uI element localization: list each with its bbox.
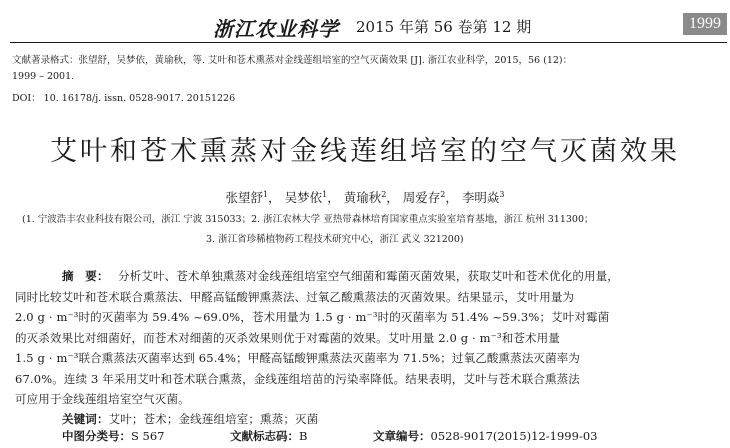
- abstract-line: 1.5 g · m⁻³联合熏蒸法灭菌率达到 65.4%；甲醛高锰酸钾熏蒸法灭菌率为 71.5%；过氧乙酸熏蒸法灭菌率为: [15, 351, 581, 365]
- article-no-row: [373, 428, 597, 444]
- abstract-line: 的灭杀效果比对细菌好，而苍术对细菌的灭杀效果则优于对霉菌的效果。艾叶用量 2.0 g · m⁻³和苍术用量: [15, 331, 560, 345]
- author-name: 李明焱: [461, 190, 500, 205]
- keywords-value: 艾叶；苍术；金线莲组培室；熏蒸；灭菌: [108, 412, 319, 426]
- abstract-line: 67.0%。连续 3 年采用艾叶和苍术联合熏蒸，金线莲组培苗的污染率降低。结果表明，艾叶与苍术联合熏蒸法: [15, 372, 580, 386]
- page-number-badge: 1999: [683, 13, 727, 35]
- journal-logo: 浙江农业科学: [213, 17, 339, 41]
- author-name: 张望舒: [225, 190, 264, 205]
- abstract-line: 2.0 g · m⁻³时的灭菌率为 59.4% ~69.0%，苍术用量为 1.5 g · m⁻³时的灭菌率为 51.4% ~59.3%；艾叶对霉菌: [15, 310, 610, 324]
- issue-line: 2015 年第 56 卷第 12 期: [356, 18, 532, 36]
- author-affiliation-mark: 2: [440, 189, 446, 199]
- citation-line-1: 文献著录格式：张望舒，吴梦依，黄瑜秋，等. 艾叶和苍术熏蒸对金线莲组培室的空气灭菌效果 [J]. 浙江农业科学，2015，56 (12)：: [12, 55, 573, 66]
- affiliation-line-2: 3. 浙江省珍稀植物药工程技术研究中心，浙江 武义 321200): [206, 234, 464, 245]
- author-affiliation-mark: 1: [263, 189, 269, 199]
- abstract-line: 同时比较艾叶和苍术联合熏蒸法、甲醛高锰酸钾熏蒸法、过氧乙酸熏蒸法的灭菌效果。结果显示，艾叶用量为: [15, 290, 575, 304]
- keywords-row: [62, 411, 318, 427]
- abstract-label-text: 摘 要：: [62, 269, 109, 283]
- article-title: 艾叶和苍术熏蒸对金线莲组培室的空气灭菌效果: [50, 136, 680, 167]
- clc-value: S 567: [131, 429, 165, 443]
- keywords-label: 关键词：: [62, 412, 109, 426]
- doc-code-row: [230, 428, 307, 444]
- author-name: 周爱存: [402, 190, 441, 205]
- doc-code-label: 文献标志码：: [230, 429, 299, 443]
- author-name: 吴梦依: [284, 190, 323, 205]
- author-list: 张望舒$^1$， 吴梦依$^1$， 黄瑜秋$^2$， 周爱存$^2$， 李明焱$^3$: [225, 189, 505, 205]
- author-affiliation-mark: 2: [381, 189, 387, 199]
- abstract-line: 可应用于金线莲组培室空气灭菌。: [15, 392, 190, 406]
- author-affiliation-mark: 3: [499, 189, 505, 199]
- affiliation-line-1: (1. 宁波浩丰农业科技有限公司，浙江 宁波 315033；2. 浙江农林大学 亚热带森林培育国家重点实验室培育基地，浙江 杭州 311300；: [22, 214, 594, 225]
- author-affiliation-mark: 1: [322, 189, 328, 199]
- header-divider: [10, 42, 727, 43]
- doi-line: DOI： 10. 16178/j. issn. 0528-9017. 20151226: [12, 93, 236, 104]
- clc-label: 中图分类号：: [62, 429, 131, 443]
- abstract-label: [62, 268, 109, 284]
- abstract-line: 分析艾叶、苍术单独熏蒸对金线莲组培室空气细菌和霉菌灭菌效果，获取艾叶和苍术优化的用量，: [118, 269, 619, 283]
- article-no-label: 文章编号：: [373, 429, 431, 443]
- citation-line-2: 1999 – 2001.: [12, 71, 75, 82]
- article-no-value: 0528-9017(2015)12-1999-03: [430, 429, 598, 443]
- author-name: 黄瑜秋: [343, 190, 382, 205]
- clc-row: [62, 428, 164, 444]
- doc-code-value: B: [299, 429, 308, 443]
